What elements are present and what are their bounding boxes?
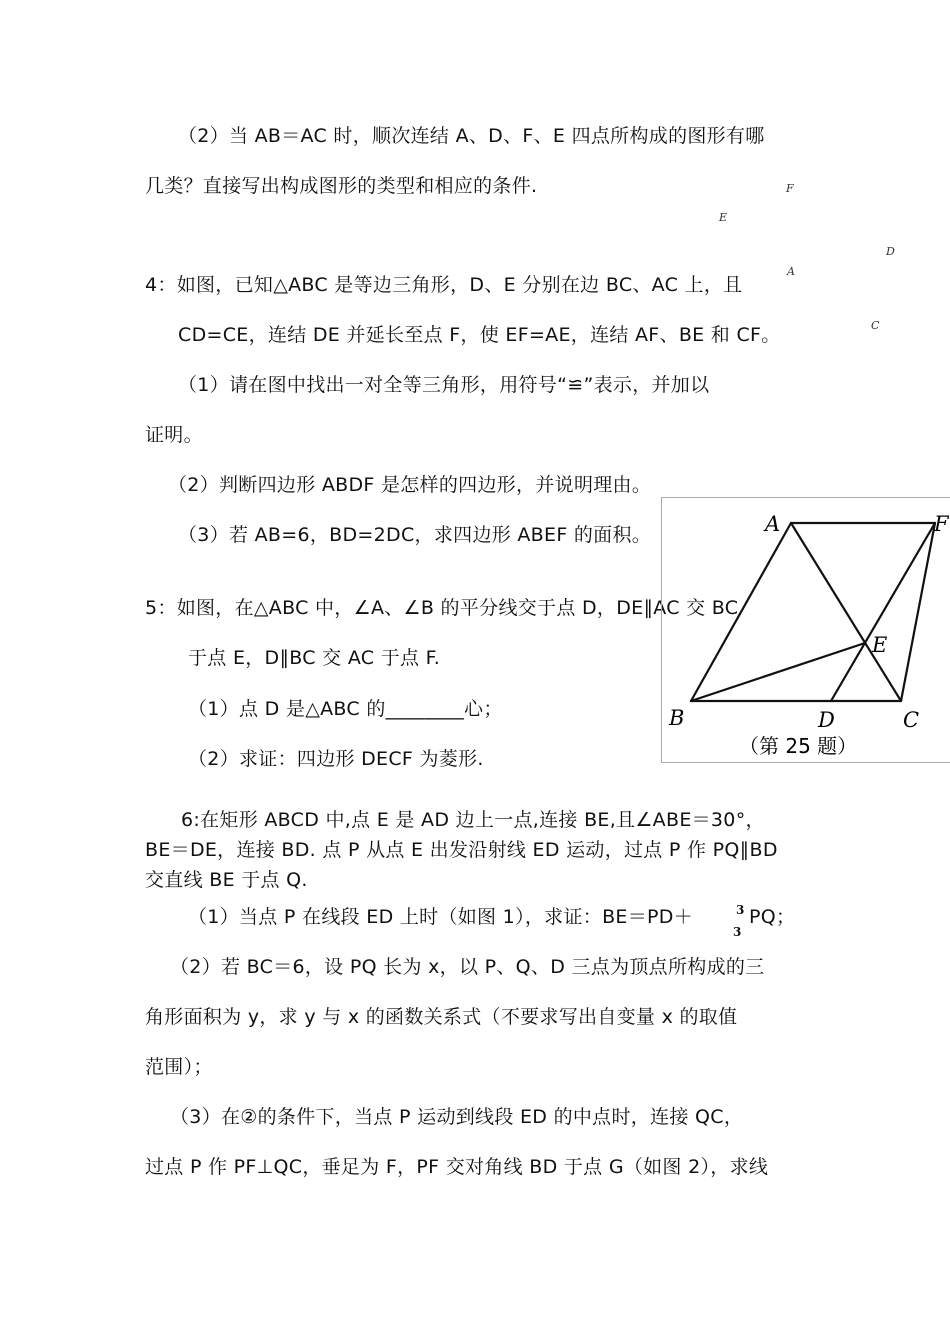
label-b: B bbox=[669, 706, 685, 730]
text-line: PQ； bbox=[749, 906, 796, 928]
text-line: （2）当 AB＝AC 时，顺次连结 A、D、F、E 四点所构成的图形有哪 bbox=[178, 125, 765, 147]
stray-label: D bbox=[886, 245, 895, 258]
label-f: F bbox=[934, 512, 949, 536]
text-line: （1）点 D 是△ABC 的________心； bbox=[188, 698, 503, 720]
text-line: CD=CE，连结 DE 并延长至点 F，使 EF=AE，连结 AF、BE 和 CF。 bbox=[178, 324, 781, 346]
segment-be bbox=[691, 643, 865, 701]
stray-label: F bbox=[786, 182, 794, 195]
text-line: 角形面积为 y，求 y 与 x 的函数关系式（不要求写出自变量 x 的取值 bbox=[145, 1006, 738, 1028]
text-line: （2）判断四边形 ABDF 是怎样的四边形，并说明理由。 bbox=[168, 474, 652, 496]
stray-label: C bbox=[871, 319, 880, 332]
problem-5-title: 5：如图，在△ABC 中，∠A、∠B 的平分线交于点 D，DE∥AC 交 BC bbox=[145, 597, 739, 619]
text-line: （2）若 BC＝6，设 PQ 长为 x，以 P、Q、D 三点为顶点所构成的三 bbox=[170, 956, 765, 978]
text-line: 范围）； bbox=[145, 1056, 213, 1078]
problem-6-title: 6:在矩形 ABCD 中,点 E 是 AD 边上一点,连接 BE,且∠ABE＝30°， bbox=[181, 809, 765, 831]
text-line: 交直线 BE 于点 Q. bbox=[145, 869, 308, 891]
text-line: 几类？直接写出构成图形的类型和相应的条件. bbox=[145, 175, 538, 197]
label-d: D bbox=[818, 708, 835, 732]
stray-label: E bbox=[719, 211, 728, 224]
text-line: BE＝DE，连接 BD. 点 P 从点 E 出发沿射线 ED 运动，过点 P 作 PQ∥BD bbox=[145, 839, 778, 861]
segment-ab bbox=[691, 523, 791, 701]
text-line: （3）在②的条件下，当点 P 运动到线段 ED 的中点时，连接 QC， bbox=[170, 1106, 744, 1128]
fraction-numerator: 3 bbox=[736, 903, 745, 917]
problem-4-title: 4：如图，已知△ABC 是等边三角形，D、E 分别在边 BC、AC 上，且 bbox=[145, 274, 743, 296]
label-c: C bbox=[903, 708, 920, 732]
segment-fc bbox=[901, 523, 935, 701]
geometry-figure bbox=[661, 497, 950, 763]
figure-caption: （第 25 题） bbox=[739, 734, 858, 758]
text-line: （1）请在图中找出一对全等三角形，用符号“≌”表示，并加以 bbox=[178, 374, 710, 396]
text-line: （2）求证：四边形 DECF 为菱形. bbox=[188, 748, 484, 770]
text-line: （3）若 AB=6，BD=2DC，求四边形 ABEF 的面积。 bbox=[178, 524, 652, 546]
fraction-denominator: 3 bbox=[733, 925, 742, 939]
stray-label: A bbox=[787, 265, 795, 278]
text-line: 证明。 bbox=[145, 424, 203, 446]
label-a: A bbox=[765, 512, 781, 536]
label-e: E bbox=[872, 633, 888, 657]
text-line: 过点 P 作 PF⊥QC，垂足为 F，PF 交对角线 BD 于点 G（如图 2），求线 bbox=[145, 1156, 769, 1178]
text-line: 于点 E，D∥BC 交 AC 于点 F. bbox=[188, 647, 441, 669]
text-line: （1）当点 P 在线段 ED 上时（如图 1），求证：BE＝PD＋ bbox=[188, 906, 693, 928]
